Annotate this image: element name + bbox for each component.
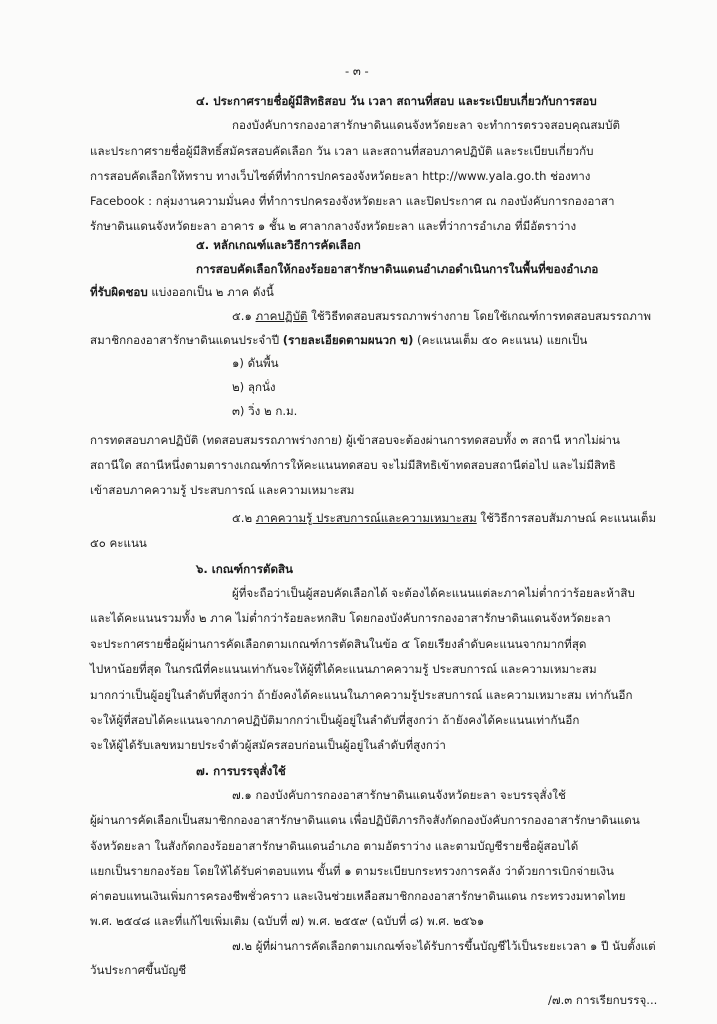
section-5-intro: การสอบคัดเลือกให้กองร้อยอาสารักษาดินแดนอำเภอดำเนินการในพื้นที่ของอำเภอ [196,262,599,276]
section-7-heading: ๗. การบรรจุสั่งใช้ [196,764,286,778]
section-5-2-title: ภาคความรู้ ประสบการณ์และความเหมาะสม [255,511,477,525]
section-5-1-annex-ref: (รายละเอียดตามผนวก ข) [282,333,414,347]
section-7-1-line: แยกเป็นรายกองร้อย โดยให้ได้รับค่าตอบแทน ขั้นที่ ๑ ตามระเบียบกระทรวงการคลัง ว่าด้วยการเบิกจ่ายเงิน [90,864,614,878]
section-5-1-rest: ใช้วิธีทดสอบสมรรถภาพร่างกาย โดยใช้เกณฑ์การทดสอบสมรรถภาพ [307,309,651,323]
list-item: ๓) วิ่ง ๒ ก.ม. [232,404,298,418]
section-5-1-line2-a: สมาชิกกองอาสารักษาดินแดนประจำปี [90,333,283,347]
section-4-heading: ๔. ประกาศรายชื่อผู้มีสิทธิสอบ วัน เวลา สถานที่สอบ และระเบียบเกี่ยวกับการสอบ [196,94,597,108]
section-4-line: และประกาศรายชื่อผู้มีสิทธิ์สมัครสอบคัดเลือก วัน เวลา และสถานที่สอบภาคปฏิบัติ และระเบียบเกี่ยวกับ [90,144,594,158]
list-item: ๑) ดันพื้น [232,356,279,370]
section-5-intro-bold: ที่รับผิดชอบ [90,285,148,299]
section-5-heading: ๕. หลักเกณฑ์และวิธีการคัดเลือก [196,238,361,252]
section-6-line: และได้คะแนนรวมทั้ง ๒ ภาค ไม่ต่ำกว่าร้อยละหกสิบ โดยกองบังคับการกองอาสารักษาดินแดนจังหวัดยะลา [90,611,611,625]
section-4-line: การสอบคัดเลือกให้ทราบ ทางเว็บไซต์ที่ทำการปกครองจังหวัดยะลา http://www.yala.go.th ช่องทาง [90,169,591,183]
section-7-1-line: จังหวัดยะลา ในสังกัดกองร้อยอาสารักษาดินแดนอำเภอ ตามอัตราว่าง และตามบัญชีรายชื่อผู้สอบได้ [90,839,579,853]
section-5-1-number: ๕.๑ [232,309,256,323]
section-5-intro-rest: แบ่งออกเป็น ๒ ภาค ดังนี้ [147,285,274,299]
section-5-1-after-line: เข้าสอบภาคความรู้ ประสบการณ์ และความเหมาะสม [90,483,355,497]
section-7-1-line: ค่าตอบแทนเงินเพิ่มการครองชีพชั่วคราว และเงินช่วยเหลือสมาชิกกองอาสารักษาดินแดน กระทรวงมหาดไทย [90,889,626,903]
section-5-1-title: ภาคปฏิบัติ [255,309,308,323]
section-6-line: จะให้ผู้ได้รับเลขหมายประจำตัวผู้สมัครสอบก่อนเป็นผู้อยู่ในลำดับที่สูงกว่า [90,738,446,752]
continuation-footer: /๗.๓ การเรียกบรรจุ... [548,993,658,1007]
section-6-line: มากกว่าเป็นผู้อยู่ในลำดับที่สูงกว่า ถ้ายังคงได้คะแนนในภาคความรู้ประสบการณ์ และความเหมาะสม เท่ากันอีก [90,688,633,702]
section-7-1-line: ผู้ผ่านการคัดเลือกเป็นสมาชิกกองอาสารักษาดินแดน เพื่อปฏิบัติภารกิจสังกัดกองบังคับการกองอาสารักษาดินแดน [90,813,640,827]
page-number: - ๓ - [345,64,369,78]
section-5-1-after-line: การทดสอบภาคปฏิบัติ (ทดสอบสมรรถภาพร่างกาย) ผู้เข้าสอบจะต้องผ่านการทดสอบทั้ง ๓ สถานี หากไม่ผ่าน [90,433,620,447]
section-7-1-line: ๗.๑ กองบังคับการกองอาสารักษาดินแดนจังหวัดยะลา จะบรรจุสั่งใช้ [232,788,566,802]
section-6-line: ไปหาน้อยที่สุด ในกรณีที่คะแนนเท่ากันจะให้ผู้ที่ได้คะแนนภาคความรู้ ประสบการณ์ และความเหมาะสม [90,662,597,676]
section-4-line: รักษาดินแดนจังหวัดยะลา อาคาร ๑ ชั้น ๒ ศาลากลางจังหวัดยะลา และที่ว่าการอำเภอ ที่มีอัตราว่าง [90,219,577,233]
section-6-heading: ๖. เกณฑ์การตัดสิน [196,562,293,576]
section-7-2-line: วันประกาศขึ้นบัญชี [90,963,187,977]
section-5-2-line [232,510,656,526]
section-6-line: จะประกาศรายชื่อผู้ผ่านการคัดเลือกตามเกณฑ์การตัดสินในข้อ ๕ โดยเรียงลำดับคะแนนจากมากที่สุด [90,637,587,651]
section-5-1-line2-c: (คะแนนเต็ม ๕๐ คะแนน) แยกเป็น [413,333,588,347]
section-7-2-line: ๗.๒ ผู้ที่ผ่านการคัดเลือกตามเกณฑ์จะได้รับการขึ้นบัญชีไว้เป็นระยะเวลา ๑ ปี นับตั้งแต่ [232,939,656,953]
section-4-line: Facebook : กลุ่มงานความมั่นคง ที่ทำการปกครองจังหวัดยะลา และปิดประกาศ ณ กองบังคับการกองอาสา [90,194,615,208]
section-5-2-number: ๕.๒ [232,511,256,525]
section-5-2-line2: ๕๐ คะแนน [90,536,147,550]
section-5-intro-line2 [90,284,274,300]
list-item: ๒) ลุกนั่ง [232,380,276,394]
section-5-1-line2 [90,332,587,348]
section-5-1-after-line: สถานีใด สถานีหนึ่งตามตารางเกณฑ์การให้คะแนนทดสอบ จะไม่มีสิทธิเข้าทดสอบสถานีต่อไป และไม่มีสิทธิ [90,458,616,472]
section-5-2-rest: ใช้วิธีการสอบสัมภาษณ์ คะแนนเต็ม [476,511,657,525]
section-5-1-line [232,308,651,324]
section-7-1-line: พ.ศ. ๒๕๔๘ และที่แก้ไขเพิ่มเติม (ฉบับที่ ๗) พ.ศ. ๒๕๕๙ (ฉบับที่ ๘) พ.ศ. ๒๕๖๑ [90,914,485,928]
section-6-line: จะให้ผู้ที่สอบได้คะแนนจากภาคปฏิบัติมากกว่าเป็นผู้อยู่ในลำดับที่สูงกว่า ถ้ายังคงได้คะแนนเท่ากันอีก [90,713,580,727]
section-4-line: กองบังคับการกองอาสารักษาดินแดนจังหวัดยะลา จะทำการตรวจสอบคุณสมบัติ [232,118,620,132]
section-6-line: ผู้ที่จะถือว่าเป็นผู้สอบคัดเลือกได้ จะต้องได้คะแนนแต่ละภาคไม่ต่ำกว่าร้อยละห้าสิบ [232,586,635,600]
